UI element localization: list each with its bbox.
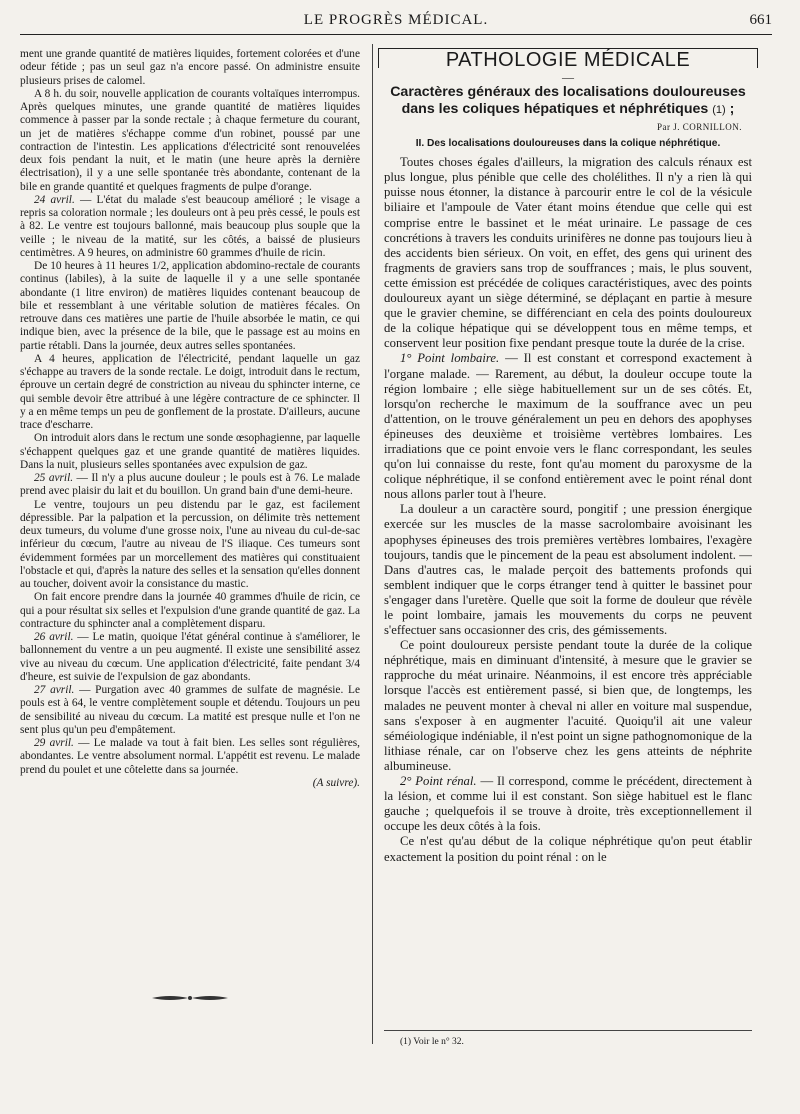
paragraph-text: A 4 heures, application de l'électricité, pendant laquelle un gaz s'échappe au travers de la sonde rectale. Le doigt, introduit dans le rectum, éprouve un certain degré de constriction au niveau du sphincter interne, ce qui semble devoir être attribué à une légère contracture de ce sphincter. Il y a en même temps un peu de gonflement de la prostate. D'ailleurs, aucune trace d'escharre. bbox=[20, 352, 360, 431]
column-divider bbox=[372, 44, 373, 1044]
paragraph bbox=[20, 88, 360, 194]
paragraph bbox=[20, 737, 360, 777]
byline: Par J. CORNILLON. bbox=[657, 122, 742, 133]
footnote: (1) Voir le n° 32. bbox=[400, 1037, 464, 1047]
paragraph-lead: 25 avril. bbox=[34, 472, 74, 484]
paragraph bbox=[20, 353, 360, 433]
paragraph-text: — Il correspond, comme le précédent, directement à la lésion, et comme lui il est constant. Son siège habituel est le flanc gauche ; quelquefois il se trouve à droite, très exceptionnellement il occupe les deux côtés à la fois. bbox=[384, 774, 752, 834]
section-title: PATHOLOGIE MÉDICALE bbox=[378, 48, 758, 68]
journal-title: LE PROGRÈS MÉDICAL. bbox=[303, 12, 489, 28]
paragraph bbox=[20, 48, 360, 88]
paragraph-text: On fait encore prendre dans la journée 40 grammes d'huile de ricin, ce qui a pour résultat six selles et l'expulsion d'une grande quantité de gaz. La contracture du sphincter anal a complètement disparu. bbox=[20, 591, 360, 630]
paragraph-lead: 29 avril. bbox=[34, 737, 74, 749]
paragraph bbox=[20, 591, 360, 631]
paragraph bbox=[20, 260, 360, 353]
paragraph-text: On introduit alors dans le rectum une sonde œsophagienne, par laquelle s'échappent quelques gaz et une grande quantité de matières liquides. Dans la nuit, plusieurs selles spontanées avec expulsion de gaz. bbox=[20, 432, 360, 471]
paragraph bbox=[384, 502, 752, 638]
paragraph-text: Toutes choses égales d'ailleurs, la migration des calculs rénaux est plus longue, plus pénible que celle des cholélithes. Il n'y a rien là qui puisse nous étonner, la distance à parcourir entre le col de la vésicule biliaire et l'ampoule de Vater étant moins étendue que celle qui est comprise entre le bassinet et le méat urinaire. Le passage de ces concrétions à travers les conduits urinifères ne donne pas toujours lieu à des accidents bien sérieux. On voit, en effet, des gens qui urinent des fragments de graviers sans trop de souffrances ; mais, le plus souvent, cette émission est précédée de coliques caractéristiques, avec des points douloureux ayant un siège déterminé, se déplaçant en partie à mesure que le gravier chemine, se différenciant en cela des points douloureux de la colique hépatique qui se développent tous en même temps, et conservent leur position fixe pendant presque toute la durée de la crise. bbox=[384, 155, 752, 351]
subtitle: II. Des localisations douloureuses dans la colique néphrétique. bbox=[415, 138, 721, 150]
paragraph-text: — Il n'y a plus aucune douleur ; le pouls est à 76. Le malade prend avec plaisir du lait et du bouillon. Un grand bain d'une demi-heure. bbox=[20, 472, 360, 498]
paragraph-lead: 1° Point lombaire. bbox=[400, 351, 500, 366]
paragraph bbox=[20, 432, 360, 472]
paragraph bbox=[384, 774, 752, 834]
paragraph bbox=[20, 684, 360, 737]
paragraph bbox=[384, 351, 752, 502]
right-paragraphs bbox=[384, 155, 752, 864]
paragraph-lead: 2° Point rénal. bbox=[400, 774, 477, 789]
paragraph bbox=[384, 155, 752, 351]
running-header bbox=[20, 12, 772, 35]
section-dash: — bbox=[562, 70, 574, 85]
paragraph-text: — Le matin, quoique l'état général continue à s'améliorer, le ballonnement du ventre a un peu augmenté. Il existe une sensibilité assez vive au niveau du cœcum. Une application d'électricité, faite pendant 3/4 d'heure, est suivie de l'expulsion de gaz abondants. bbox=[20, 631, 360, 683]
paragraph-text: Le ventre, toujours un peu distendu par le gaz, est facilement dépressible. Par la palpation et la percussion, on délimite très nettement deux tumeurs, du volume d'une grosse noix, l'une au niveau du cul-de-sac inférieur du cœcum, l'autre au niveau de l'S iliaque. Ces tumeurs sont évidemment formées par un morcellement des matières qui constituaient l'obstacle et qui, d'après la nature des selles et la sensation qu'elles donnent au toucher, doivent avoir la consistance du mastic. bbox=[20, 498, 360, 590]
article-title-text: Caractères généraux des localisations douloureuses dans les coliques hépatiques et néphrétiques bbox=[390, 84, 746, 118]
paragraph-text: — L'état du malade s'est beaucoup amélioré ; le visage a repris sa coloration normale ; les douleurs ont à peu près cessé, le pouls est à 82. Le ventre est toujours ballonné, mais beaucoup plus souple que la veille ; le niveau de la matité, sur les côtés, a baissé de plusieurs centimètres. A 9 heures, on administre 60 grammes d'huile de ricin. bbox=[20, 193, 360, 259]
paragraph-text: — Purgation avec 40 grammes de sulfate de magnésie. Le pouls est à 64, le ventre complètement souple et détendu. Toujours un peu de sensibilité au niveau du cœcum. La matité est presque nulle et l'on ne sent plus qu'un peu d'empâtement. bbox=[20, 684, 360, 736]
paragraph bbox=[20, 194, 360, 260]
article-title: Caractères généraux des localisations douloureuses dans les coliques hépatiques et néphrétiques (1) ; bbox=[390, 84, 746, 118]
paragraph-text: Ce point douloureux persiste pendant toute la durée de la colique néphrétique, mais en diminuant d'intensité, à mesure que le gravier se rapproche du méat urinaire. Néanmoins, il est encore très appréciable lorsque l'accès est entièrement passé, si bien que, de longtemps, les malades ne peuvent monter à cheval ni aller en voiture mal suspendue, sans s'exposer à en augmenter l'acuité. Quoiqu'il ait une valeur séméiologique indéniable, il n'est point un signe pathognomonique de la lithiase rénale, car on l'observe chez les gens atteints de néphrite albumineuse. bbox=[384, 638, 752, 773]
paragraph-text: Ce n'est qu'au début de la colique néphrétique qu'on peut établir exactement la position du point rénal : on le bbox=[384, 834, 752, 864]
paragraph-text: A 8 h. du soir, nouvelle application de courants voltaïques interrompus. Après quelques minutes, une grande quantité de matières liquides commence à passer par la sonde rectale ; à chaque fermeture du courant, un jet de matières s'échappe comme d'un robinet, poussé par une contraction de l'intestin. Les applications d'électricité sont renouvelées deux fois pendant la nuit, et le matin (une heure après la dernière électrisation), il y a une selle spontanée très abondante, contenant de la bile en grande quantité et quelques fragments de pulpe d'orange. bbox=[20, 87, 360, 193]
paragraph bbox=[20, 472, 360, 499]
footnote-rule bbox=[384, 1030, 752, 1031]
paragraph bbox=[20, 631, 360, 684]
to-be-continued: (A suivre). bbox=[312, 776, 360, 789]
paragraph bbox=[384, 834, 752, 864]
paragraph bbox=[384, 638, 752, 774]
page-number: 661 bbox=[749, 12, 772, 28]
ornament-divider bbox=[150, 993, 230, 1003]
paragraph-text: La douleur a un caractère sourd, pongitif ; une pression énergique exercée sur les muscles de la masse sacrolombaire avoisinant les apophyses épineuses des trois premières vertèbres lombaires, l'exagère toujours, tandis que le pincement de la peau est absolument indolent. — Dans d'autres cas, le malade perçoit des battements profonds qui semblent indiquer que le corps étranger tend à quitter le bassinet pour s'engager dans l'uretère. Quelle que soit la forme de douleur que révèle le point lombaire, jamais les mouvements du corps ne peuvent s'effectuer sans occasionner des cris, des gémissements. bbox=[384, 502, 752, 638]
paragraph-lead: 26 avril. bbox=[34, 631, 74, 643]
left-column bbox=[20, 48, 360, 790]
paragraph-text: ment une grande quantité de matières liquides, fortement colorées et d'une odeur fétide ; pas un seul gaz n'a encore passé. On administre ensuite plusieurs prises de calomel. bbox=[20, 48, 360, 87]
paragraph-lead: 27 avril. bbox=[34, 684, 75, 696]
paragraph-text: — Le malade va tout à fait bien. Les selles sont régulières, abondantes. Le ventre absolument normal. L'appétit est revenu. Le malade prend du poulet et une côtelette dans sa journée. bbox=[20, 737, 360, 776]
paragraph-lead: 24 avril. bbox=[34, 193, 75, 206]
paragraph bbox=[20, 499, 360, 592]
paragraph-text: — Il est constant et correspond exactement à l'organe malade. — Rarement, au début, la douleur occupe toute la région lombaire ; elle siège habituellement sur un de ses côtés. Et, lorsqu'on recherche le maximum de la souffrance avec un peu d'attention, on le trouve généralement un peu en dehors des apophyses épineuses des deuxième et troisième vertèbres lombaires. Les irradiations que ce point envoie vers le flanc correspondant, les seules qu'on lui connaisse du reste, font qu'au moment du paroxysme de la colique néphrétique, il se confond entièrement avec le point rénal dont nous allons parler tout à l'heure. bbox=[384, 351, 752, 502]
paragraph-text: De 10 heures à 11 heures 1/2, application abdomino-rectale de courants continus (labiles), à la suite de laquelle il y a une selle spontanée abondante (1 litre environ) de matières liquides contenant beaucoup de bile et ressemblant à une véritable solution de matières fécales. On retrouve dans ces matières une partie de l'huile absorbée le matin, ce qui indique bien, avec la présence de la bile, que le passage est au moins en partie rétabli. Dans la journée, deux autres selles spontanées. bbox=[20, 260, 360, 352]
left-paragraphs bbox=[20, 48, 360, 777]
right-column bbox=[384, 48, 752, 865]
article-footnote-ref: (1) bbox=[712, 104, 726, 117]
